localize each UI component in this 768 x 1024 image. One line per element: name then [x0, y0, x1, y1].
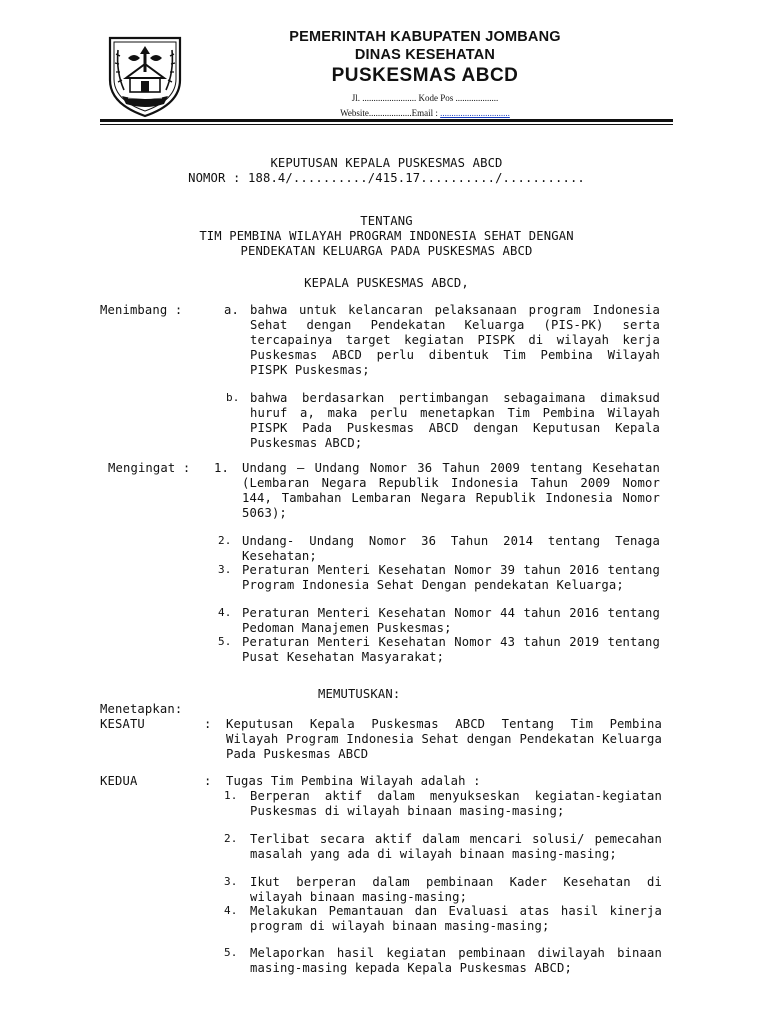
kedua-marker-3: 3.: [224, 875, 238, 888]
menimbang-marker-a: a.: [224, 303, 239, 317]
mengingat-marker-3: 3.: [218, 563, 232, 576]
mengingat-item-5: Peraturan Menteri Kesehatan Nomor 43 tahun 2019 tentang Pusat Kesehatan Masyarakat;: [242, 635, 660, 664]
government-name: PEMERINTAH KABUPATEN JOMBANG: [289, 29, 561, 45]
kesatu-colon: :: [204, 717, 212, 731]
letterhead-rule-thick: [100, 119, 673, 122]
kedua-colon: :: [204, 774, 212, 788]
mengingat-item-4: Peraturan Menteri Kesehatan Nomor 44 tahun 2016 tentang Pedoman Manajemen Puskesmas;: [242, 606, 660, 635]
kedua-item-5: Melaporkan hasil kegiatan pembinaan diwilayah binaan masing-masing kepada Kepala Puskesmas ABCD;: [250, 946, 662, 975]
kedua-marker-4: 4.: [224, 904, 238, 917]
mengingat-item-3: Peraturan Menteri Kesehatan Nomor 39 tahun 2016 tentang Program Indonesia Sehat Dengan pendekatan Keluarga;: [242, 563, 660, 592]
kedua-label: KEDUA: [100, 774, 138, 788]
mengingat-item-2: Undang- Undang Nomor 36 Tahun 2014 tentang Tenaga Kesehatan;: [242, 534, 660, 563]
mengingat-marker-4: 4.: [218, 606, 232, 619]
letterhead-rule-thin: [100, 124, 673, 125]
kedua-item-2: Terlibat secara aktif dalam mencari solusi/ pemecahan masalah yang ada di wilayah binaan masing-masing;: [250, 832, 662, 861]
menimbang-item-a: bahwa untuk kelancaran pelaksanaan program Indonesia Sehat dengan Pendekatan Keluarga (PIS-PK) serta tercapainya target kegiatan PISPK di wilayah kerja Puskesmas ABCD perlu dibentuk Tim Pembina Wilayah PISPK Puskesmas;: [250, 303, 660, 377]
email-link[interactable]: ...............................: [440, 108, 510, 118]
kedua-intro: Tugas Tim Pembina Wilayah adalah :: [226, 774, 481, 788]
kesatu-text: Keputusan Kepala Puskesmas ABCD Tentang Tim Pembina Wilayah Program Indonesia Sehat dengan Pendekatan Keluarga Pada Puskesmas ABCD: [226, 717, 662, 761]
mengingat-marker-5: 5.: [218, 635, 232, 648]
address-line: Jl. ........................ Kode Pos ...................: [351, 93, 499, 103]
subject-line-2: PENDEKATAN KELUARGA PADA PUSKESMAS ABCD: [240, 244, 533, 258]
kedua-marker-5: 5.: [224, 946, 238, 959]
decree-number: NOMOR : 188.4/........../415.17........../...........: [188, 171, 585, 185]
department-name: DINAS KESEHATAN: [354, 47, 496, 63]
menimbang-item-b: bahwa berdasarkan pertimbangan sebagaimana dimaksud huruf a, maka perlu menetapkan Tim Pembina Wilayah PISPK Pada Puskesmas ABCD dengan Keputusan Kepala Puskesmas ABCD;: [250, 391, 660, 450]
kedua-marker-1: 1.: [224, 789, 238, 802]
kedua-item-3: Ikut berperan dalam pembinaan Kader Kesehatan di wilayah binaan masing-masing;: [250, 875, 662, 904]
mengingat-label: Mengingat :: [108, 461, 191, 475]
letterhead-text: [180, 28, 670, 120]
kesatu-label: KESATU: [100, 717, 145, 731]
issuer-heading: KEPALA PUSKESMAS ABCD,: [304, 276, 469, 290]
memutuskan-heading: MEMUTUSKAN:: [318, 687, 401, 701]
decree-title: KEPUTUSAN KEPALA PUSKESMAS ABCD: [270, 156, 503, 170]
mengingat-marker-2: 2.: [218, 534, 232, 547]
menimbang-marker-b: b.: [226, 391, 240, 404]
kedua-item-4: Melakukan Pemantauan dan Evaluasi atas hasil kinerja program di wilayah binaan masing-masing;: [250, 904, 662, 933]
about-heading: TENTANG: [360, 214, 413, 228]
kedua-item-1: Berperan aktif dalam menyukseskan kegiatan-kegiatan Puskesmas di wilayah binaan masing-masing;: [250, 789, 662, 818]
website-email-label: Website...................Email :: [340, 108, 441, 118]
mengingat-item-1: Undang – Undang Nomor 36 Tahun 2009 tentang Kesehatan (Lembaran Negara Republik Indonesia Tahun 2009 Nomor 144, Tambahan Lembaran Negara Republik Indonesia Nomor 5063);: [242, 461, 660, 520]
institution-name: PUSKESMAS ABCD: [331, 65, 519, 86]
jombang-emblem-icon: [104, 28, 186, 118]
kedua-marker-2: 2.: [224, 832, 238, 845]
subject-line-1: TIM PEMBINA WILAYAH PROGRAM INDONESIA SEHAT DENGAN: [199, 229, 574, 243]
menimbang-label: Menimbang :: [100, 303, 183, 317]
menetapkan-label: Menetapkan:: [100, 702, 183, 716]
mengingat-marker-1: 1.: [214, 461, 229, 475]
letterhead: [100, 28, 673, 120]
